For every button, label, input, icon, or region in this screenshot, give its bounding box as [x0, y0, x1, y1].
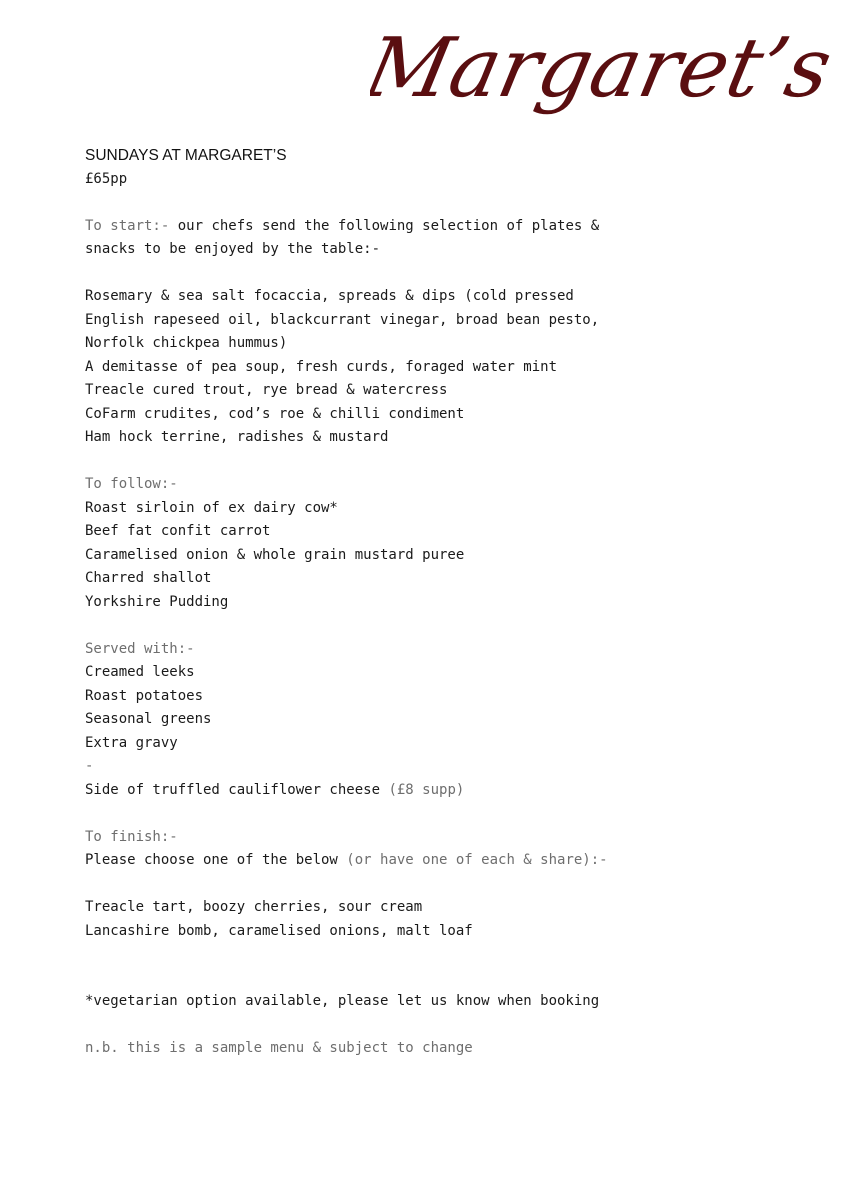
- desserts-instruction: [85, 849, 785, 873]
- starter-item: Treacle cured trout, rye bread & watercress: [85, 382, 448, 398]
- main-item: Caramelised onion & whole grain mustard puree: [85, 546, 465, 563]
- menu-title: SUNDAYS AT MARGARET’S: [85, 147, 287, 164]
- main-item: Yorkshire Pudding: [85, 593, 229, 610]
- side-item: Seasonal greens: [85, 711, 212, 727]
- vegetarian-note: *vegetarian option available, please let us know when booking: [85, 993, 600, 1009]
- desserts-section: [85, 826, 785, 944]
- starters-section: [85, 215, 785, 450]
- mains-heading: To follow:-: [85, 476, 178, 492]
- menu-price: £65pp: [85, 171, 128, 187]
- margarets-script-logo: [370, 18, 830, 148]
- dessert-item: Lancashire bomb, caramelised onions, malt loaf: [85, 922, 473, 939]
- supplement-price: (£8 supp): [388, 781, 465, 798]
- mains-section: [85, 473, 785, 614]
- sides-section: [85, 638, 785, 803]
- dessert-item: Treacle tart, boozy cherries, sour cream: [85, 899, 423, 915]
- starter-item: Rosemary & sea salt focaccia, spreads & dips (cold pressed: [85, 288, 574, 304]
- desserts-heading: To finish:-: [85, 828, 178, 845]
- starters-heading: To start:-: [85, 217, 170, 234]
- starter-item: Norfolk chickpea hummus): [85, 335, 288, 351]
- side-item: Extra gravy: [85, 734, 178, 751]
- sides-divider: -: [85, 758, 94, 774]
- starters-intro-line-2: snacks to be enjoyed by the table:-: [85, 241, 381, 257]
- menu-body: [85, 143, 785, 1061]
- starter-item: Ham hock terrine, radishes & mustard: [85, 429, 389, 445]
- starters-intro-line-1: [85, 215, 785, 239]
- starter-item: English rapeseed oil, blackcurrant vinegar, broad bean pesto,: [85, 311, 600, 328]
- side-item: Creamed leeks: [85, 664, 195, 680]
- main-item: Charred shallot: [85, 570, 212, 586]
- main-item: Beef fat confit carrot: [85, 523, 271, 539]
- starter-item: CoFarm crudites, cod’s roe & chilli condiment: [85, 405, 465, 422]
- sample-menu-disclaimer: n.b. this is a sample menu & subject to change: [85, 1040, 473, 1056]
- side-item: Roast potatoes: [85, 687, 204, 704]
- supplement-text: Side of truffled cauliflower cheese: [85, 781, 389, 798]
- supplement-item: [85, 779, 785, 803]
- desserts-choose-text: Please choose one of the below: [85, 852, 347, 868]
- starters-intro-text: our chefs send the following selection of plates &: [169, 217, 600, 234]
- starter-item: A demitasse of pea soup, fresh curds, foraged water mint: [85, 358, 558, 375]
- main-item: Roast sirloin of ex dairy cow*: [85, 499, 338, 516]
- margarets-logo: [370, 18, 830, 148]
- logo-wordmark: Margaret’s: [370, 19, 830, 116]
- sides-heading: Served with:-: [85, 640, 195, 657]
- desserts-choose-note: (or have one of each & share):-: [346, 852, 608, 868]
